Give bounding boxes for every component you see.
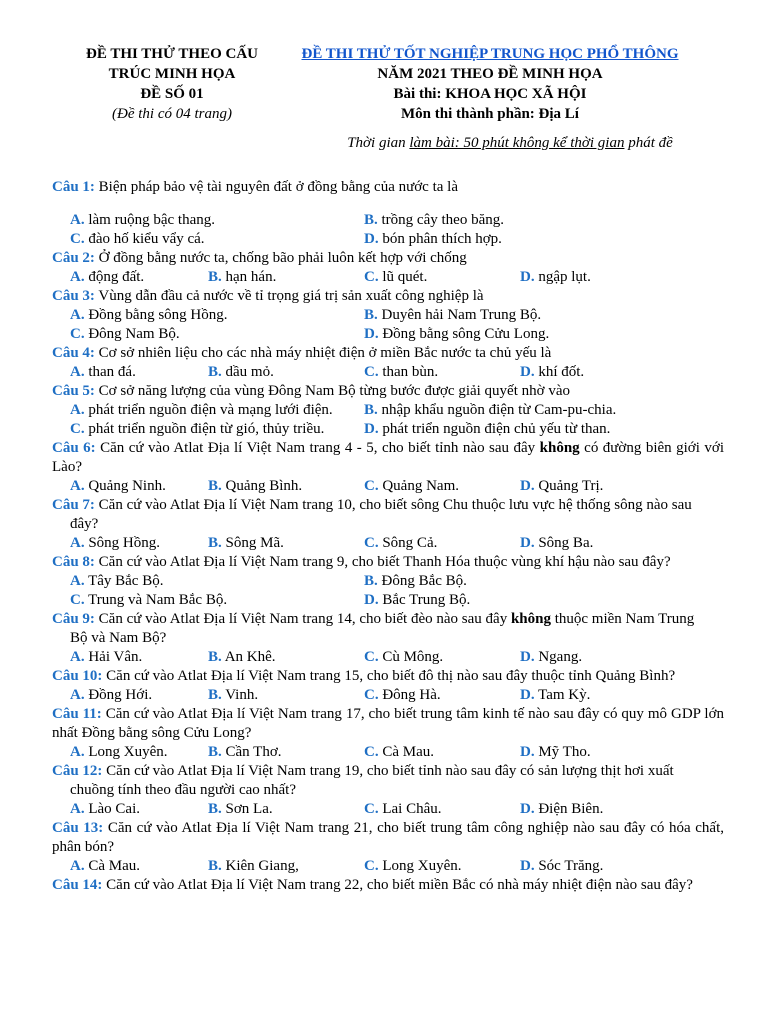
option-c <box>364 477 520 496</box>
option-b <box>364 572 676 591</box>
question-4 <box>52 344 724 363</box>
options-row <box>52 800 724 819</box>
option-key: A. <box>70 649 85 665</box>
option-d <box>520 363 676 382</box>
option-text: Tây Bắc Bộ. <box>84 573 164 589</box>
options-row <box>52 363 724 382</box>
question-12 <box>52 762 724 781</box>
option-d <box>364 325 676 344</box>
options-row <box>52 477 724 496</box>
question-8 <box>52 553 724 572</box>
option-text: phát triển nguồn điện từ gió, thủy triều. <box>84 421 325 437</box>
option-a <box>52 477 208 496</box>
options-row <box>52 268 724 287</box>
option-text: Sông Cả. <box>378 535 438 551</box>
question-stem: Căn cứ vào Atlat Địa lí Việt Nam trang 9, cho biết Thanh Hóa thuộc vùng khí hậu nào sau đây? <box>94 554 671 570</box>
option-c <box>52 230 364 249</box>
time-note-a: Thời gian <box>347 135 410 151</box>
option-key: A. <box>70 478 85 494</box>
option-key: B. <box>208 364 222 380</box>
question-stem: Vùng dẫn đầu cả nước về tỉ trọng giá trị sản xuất công nghiệp là <box>94 288 484 304</box>
option-text: Trung và Nam Bắc Bộ. <box>84 592 228 608</box>
option-text: Cù Mông. <box>378 649 444 665</box>
option-text: Ngang. <box>534 649 583 665</box>
option-key: B. <box>208 269 222 285</box>
option-b <box>208 857 364 876</box>
option-c <box>364 363 520 382</box>
header-left-line2: TRÚC MINH HỌA <box>108 66 236 82</box>
option-key: B. <box>208 478 222 494</box>
option-a <box>52 743 208 762</box>
option-key: C. <box>364 858 379 874</box>
question-5 <box>52 382 724 401</box>
option-key: C. <box>364 364 379 380</box>
option-text: Quảng Trị. <box>534 478 604 494</box>
question-14 <box>52 876 724 895</box>
option-b <box>208 800 364 819</box>
option-key: C. <box>364 687 379 703</box>
question-stem: Cơ sở năng lượng của vùng Đông Nam Bộ từng bước được giải quyết nhờ vào <box>94 383 570 399</box>
option-text: Cà Mau. <box>378 744 435 760</box>
question-11 <box>52 705 724 743</box>
option-b <box>208 648 364 667</box>
option-c <box>364 800 520 819</box>
question-number: Câu 8: <box>52 554 95 570</box>
option-text: Mỹ Tho. <box>534 744 591 760</box>
option-c <box>364 534 520 553</box>
option-key: D. <box>520 535 535 551</box>
option-text: Sơn La. <box>221 801 273 817</box>
question-stem: Căn cứ vào Atlat Địa lí Việt Nam trang 4 - 5, cho biết tỉnh nào sau đây <box>95 440 540 456</box>
question-number: Câu 4: <box>52 345 95 361</box>
question-stem-end: có đường biên giới với Lào? <box>52 440 724 475</box>
option-text: bón phân thích hợp. <box>378 231 502 247</box>
option-b <box>364 211 676 230</box>
question-stem: Căn cứ vào Atlat Địa lí Việt Nam trang 10, cho biết sông Chu thuộc lưu vực hệ thống sông nào sau <box>94 497 692 513</box>
option-text: Đông Hà. <box>378 687 441 703</box>
question-9 <box>52 610 724 629</box>
option-text: Quảng Bình. <box>221 478 303 494</box>
option-key: D. <box>364 592 379 608</box>
option-text: phát triển nguồn điện chủ yếu từ than. <box>378 421 611 437</box>
option-d <box>364 230 676 249</box>
page-count-note: (Đề thi có 04 trang) <box>112 106 232 122</box>
option-b <box>208 534 364 553</box>
exam-header-left <box>52 44 292 124</box>
option-b <box>208 363 364 382</box>
option-text: Duyên hải Nam Trung Bộ. <box>377 307 542 323</box>
option-key: A. <box>70 307 85 323</box>
option-c <box>364 743 520 762</box>
question-stem: Căn cứ vào Atlat Địa lí Việt Nam trang 17, cho biết trung tâm kinh tế nào sau đây có quy mô GDP lớn nhất Đồng bằng sông Cửu Long? <box>52 706 724 741</box>
options-row <box>52 743 724 762</box>
option-c <box>364 268 520 287</box>
option-text: hạn hán. <box>221 269 277 285</box>
exam-time-note <box>300 135 720 152</box>
option-text: An Khê. <box>221 649 276 665</box>
option-text: Long Xuyên. <box>84 744 168 760</box>
option-key: B. <box>364 212 378 228</box>
option-a <box>52 211 364 230</box>
option-text: Đồng bằng sông Hồng. <box>84 307 228 323</box>
option-a <box>52 268 208 287</box>
option-key: D. <box>520 858 535 874</box>
option-text: nhập khẩu nguồn điện từ Cam-pu-chia. <box>377 402 617 418</box>
option-text: Điện Biên. <box>534 801 604 817</box>
option-key: D. <box>364 326 379 342</box>
option-key: D. <box>520 478 535 494</box>
question-number: Câu 6: <box>52 440 96 456</box>
question-number: Câu 13: <box>52 820 104 836</box>
option-c <box>364 857 520 876</box>
option-text: Đông Bắc Bộ. <box>377 573 467 589</box>
option-b <box>208 268 364 287</box>
option-key: B. <box>208 801 222 817</box>
options-row <box>52 591 724 610</box>
options-row <box>52 211 724 230</box>
options-row <box>52 857 724 876</box>
option-d <box>520 857 676 876</box>
option-b <box>208 686 364 705</box>
option-text: khí đốt. <box>534 364 585 380</box>
option-c <box>52 325 364 344</box>
question-1 <box>52 178 724 197</box>
options-row <box>52 230 724 249</box>
option-b <box>208 743 364 762</box>
option-c <box>52 591 364 610</box>
option-text: Vinh. <box>221 687 259 703</box>
option-d <box>520 800 676 819</box>
option-text: than đá. <box>84 364 136 380</box>
option-text: Long Xuyên. <box>378 858 462 874</box>
option-d <box>520 268 676 287</box>
option-key: D. <box>520 744 535 760</box>
exam-subject: Bài thi: KHOA HỌC XÃ HỘI <box>393 86 587 102</box>
option-key: C. <box>70 592 85 608</box>
option-b <box>364 401 676 420</box>
question-6 <box>52 439 724 477</box>
option-key: D. <box>520 687 535 703</box>
option-key: C. <box>70 326 85 342</box>
option-a <box>52 306 364 325</box>
question-number: Câu 14: <box>52 877 103 893</box>
option-b <box>208 477 364 496</box>
option-text: Lào Cai. <box>84 801 140 817</box>
negation-word: không <box>539 440 580 456</box>
question-list <box>52 178 724 895</box>
option-text: làm ruộng bậc thang. <box>84 212 215 228</box>
option-text: Cà Mau. <box>84 858 141 874</box>
option-key: A. <box>70 364 85 380</box>
option-a <box>52 534 208 553</box>
option-a <box>52 686 208 705</box>
header-left-line1: ĐỀ THI THỬ THEO CẤU <box>86 46 258 62</box>
options-row <box>52 534 724 553</box>
question-stem: Ở đồng bằng nước ta, chống bão phải luôn kết hợp với chống <box>94 250 467 266</box>
question-stem: Căn cứ vào Atlat Địa lí Việt Nam trang 14, cho biết đèo nào sau đây <box>94 611 511 627</box>
option-text: Đông Nam Bộ. <box>84 326 180 342</box>
question-number: Câu 5: <box>52 383 95 399</box>
option-c <box>364 648 520 667</box>
option-a <box>52 572 364 591</box>
options-row <box>52 686 724 705</box>
time-note-c: phát đề <box>624 135 673 151</box>
option-text: phát triển nguồn điện và mạng lưới điện. <box>84 402 333 418</box>
option-text: Quảng Ninh. <box>84 478 166 494</box>
option-key: C. <box>364 801 379 817</box>
option-key: C. <box>364 535 379 551</box>
option-key: B. <box>364 402 378 418</box>
option-key: A. <box>70 269 85 285</box>
option-key: A. <box>70 535 85 551</box>
question-7 <box>52 496 724 515</box>
option-key: B. <box>208 649 222 665</box>
option-text: Đồng bằng sông Cửu Long. <box>378 326 550 342</box>
option-text: Lai Châu. <box>378 801 442 817</box>
option-key: C. <box>70 231 85 247</box>
question-stem: Căn cứ vào Atlat Địa lí Việt Nam trang 21, cho biết trung tâm công nghiệp nào sau đây có hóa chất, phân bón? <box>52 820 724 855</box>
option-key: D. <box>364 421 379 437</box>
option-key: C. <box>364 478 379 494</box>
option-a <box>52 363 208 382</box>
option-key: C. <box>364 269 379 285</box>
question-stem-continuation: đây? <box>70 516 99 532</box>
options-row <box>52 572 724 591</box>
option-c <box>52 420 364 439</box>
option-d <box>520 648 676 667</box>
option-key: A. <box>70 402 85 418</box>
option-text: than bùn. <box>378 364 439 380</box>
option-key: B. <box>208 858 222 874</box>
time-note-b: làm bài: 50 phút không kể thời gian <box>409 135 625 151</box>
option-key: A. <box>70 573 85 589</box>
option-text: Bắc Trung Bộ. <box>378 592 471 608</box>
option-text: ngập lụt. <box>534 269 591 285</box>
option-key: D. <box>520 801 535 817</box>
options-row <box>52 420 724 439</box>
option-key: B. <box>364 573 378 589</box>
option-a <box>52 648 208 667</box>
question-stem-end: thuộc miền Nam Trung <box>550 611 695 627</box>
option-text: Tam Kỳ. <box>534 687 591 703</box>
option-text: Sông Mã. <box>221 535 284 551</box>
option-b <box>364 306 676 325</box>
exam-title-link[interactable]: ĐỀ THI THỬ TỐT NGHIỆP TRUNG HỌC PHỔ THÔNG <box>301 46 679 62</box>
option-c <box>364 686 520 705</box>
option-d <box>520 534 676 553</box>
question-stem: Căn cứ vào Atlat Địa lí Việt Nam trang 19, cho biết tỉnh nào sau đây có sản lượng thịt hơi xuất <box>102 763 674 779</box>
option-text: Sông Hồng. <box>84 535 161 551</box>
question-number: Câu 2: <box>52 250 95 266</box>
options-row <box>52 401 724 420</box>
question-number: Câu 1: <box>52 179 95 195</box>
option-text: dầu mỏ. <box>221 364 274 380</box>
option-text: Cần Thơ. <box>221 744 282 760</box>
question-stem-continuation: Bộ và Nam Bộ? <box>70 630 167 646</box>
options-row <box>52 648 724 667</box>
option-text: trồng cây theo băng. <box>377 212 504 228</box>
option-key: A. <box>70 744 85 760</box>
option-key: B. <box>208 687 222 703</box>
question-number: Câu 3: <box>52 288 95 304</box>
option-key: B. <box>208 535 222 551</box>
option-key: B. <box>208 744 222 760</box>
question-3 <box>52 287 724 306</box>
option-text: Sóc Trăng. <box>534 858 604 874</box>
question-number: Câu 12: <box>52 763 103 779</box>
negation-word: không <box>510 611 551 627</box>
question-stem: Biện pháp bảo vệ tài nguyên đất ở đồng bằng của nước ta là <box>94 179 458 195</box>
option-text: lũ quét. <box>378 269 428 285</box>
question-number: Câu 9: <box>52 611 95 627</box>
question-stem: Cơ sở nhiên liệu cho các nhà máy nhiệt điện ở miền Bắc nước ta chủ yếu là <box>94 345 552 361</box>
option-a <box>52 401 364 420</box>
option-key: D. <box>520 364 535 380</box>
exam-code: ĐỀ SỐ 01 <box>140 86 204 102</box>
option-text: đào hố kiểu vẩy cá. <box>84 231 205 247</box>
option-key: D. <box>364 231 379 247</box>
option-text: Kiên Giang, <box>221 858 299 874</box>
option-d <box>520 686 676 705</box>
exam-header-right <box>270 44 710 124</box>
option-key: A. <box>70 858 85 874</box>
option-key: C. <box>364 649 379 665</box>
question-number: Câu 10: <box>52 668 103 684</box>
question-2 <box>52 249 724 268</box>
option-d <box>364 420 676 439</box>
option-key: C. <box>70 421 85 437</box>
option-text: động đất. <box>84 269 145 285</box>
option-key: C. <box>364 744 379 760</box>
option-text: Quảng Nam. <box>378 478 459 494</box>
option-key: D. <box>520 649 535 665</box>
question-number: Câu 7: <box>52 497 95 513</box>
option-key: A. <box>70 212 85 228</box>
exam-year: NĂM 2021 THEO ĐỀ MINH HỌA <box>377 66 603 82</box>
options-row <box>52 325 724 344</box>
option-a <box>52 800 208 819</box>
option-a <box>52 857 208 876</box>
options-row <box>52 306 724 325</box>
option-d <box>364 591 676 610</box>
option-key: A. <box>70 801 85 817</box>
option-text: Đồng Hới. <box>84 687 153 703</box>
option-key: B. <box>364 307 378 323</box>
question-stem: Căn cứ vào Atlat Địa lí Việt Nam trang 15, cho biết đô thị nào sau đây thuộc tỉnh Quảng Bình? <box>102 668 676 684</box>
option-d <box>520 743 676 762</box>
option-text: Sông Ba. <box>534 535 594 551</box>
option-text: Hải Vân. <box>84 649 143 665</box>
option-key: D. <box>520 269 535 285</box>
question-number: Câu 11: <box>52 706 102 722</box>
question-10 <box>52 667 724 686</box>
option-key: A. <box>70 687 85 703</box>
question-stem: Căn cứ vào Atlat Địa lí Việt Nam trang 22, cho biết miền Bắc có nhà máy nhiệt điện nào sau đây? <box>102 877 693 893</box>
exam-component: Môn thi thành phần: Địa Lí <box>401 106 579 122</box>
option-d <box>520 477 676 496</box>
question-13 <box>52 819 724 857</box>
question-stem-continuation: chuồng tính theo đầu người cao nhất? <box>70 782 297 798</box>
